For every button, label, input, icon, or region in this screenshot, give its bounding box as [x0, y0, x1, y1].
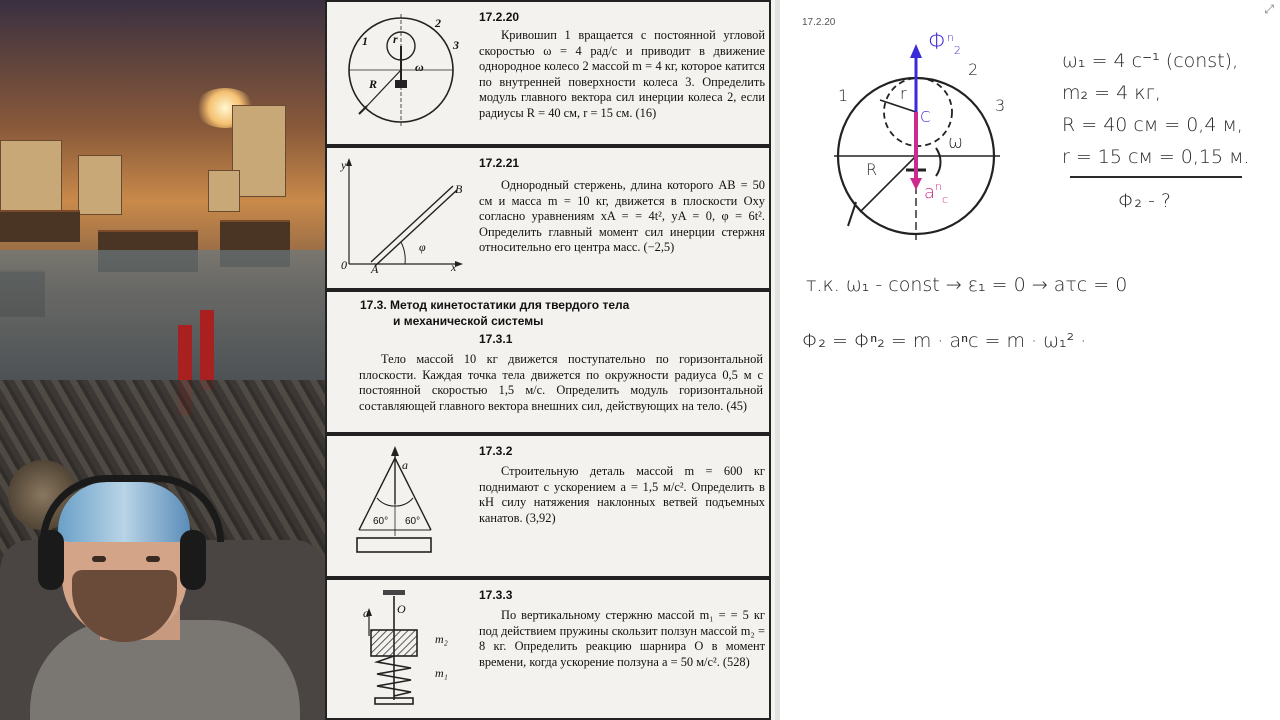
section-17-3 — [325, 290, 771, 434]
figure-label: r — [393, 32, 398, 46]
wheel-figure — [339, 8, 469, 140]
point-label: B — [455, 182, 463, 196]
figure-label: R — [866, 160, 878, 179]
problem-17-2-21 — [325, 146, 771, 290]
expand-icon[interactable]: ⤢ — [1264, 2, 1274, 16]
problem-number: 17.3.2 — [479, 444, 513, 458]
problem-text: Тело массой 10 кг движется поступательно по горизонтальной плоскости. Каждая точка тела движется по окружности радиуса 0,5 м с постоянной скоростью 1,5 м/с. Определить модуль горизонтальной составляющей главного вектора внешних сил, действующих на тело. (45) — [359, 352, 763, 413]
given-omega: ω₁ = 4 с⁻¹ (const), — [1062, 50, 1239, 72]
phi-symbol: Φ — [928, 30, 947, 55]
ac-sub: c — [942, 193, 949, 206]
point-c-label: C — [920, 108, 931, 126]
problem-number: 17.2.21 — [479, 156, 520, 170]
rod-figure — [335, 156, 467, 281]
problem-text: Однородный стержень, длина которого AB = 50 см и масса m = 10 кг, движется в плоскости Oxy согласно уравнениям xA = = 4t², yA = 0, φ = 6t². Определить главный момент сил инерции стержня относительно его центра масс. (−2,5) — [479, 178, 765, 255]
vector-label: a — [363, 606, 369, 620]
axis-label: y — [341, 158, 347, 172]
headphone-earcup — [180, 530, 206, 590]
solution-diagram — [820, 30, 1060, 250]
problem-number: 17.3.1 — [479, 332, 513, 346]
axis-label: 0 — [341, 258, 347, 272]
problem-text: Кривошип 1 вращается с постоянной угловой скоростью ω = 4 рад/с и приводит в движение однородное колесо 2 массой m = 4 кг, которое катится по внутренней поверхности колеса 3. Определить модуль главного вектора сил инерции колеса 2, если радиусы R = 40 см, r = 15 см. (16) — [479, 28, 765, 120]
solution-line-2: Φ₂ = Φⁿ₂ = m · aⁿc = m · ω₁² · — [802, 330, 1087, 352]
given-divider — [1070, 176, 1242, 178]
mass-label: m₁ — [435, 666, 448, 680]
acceleration-label — [924, 180, 949, 206]
phi-sub: 2 — [953, 44, 961, 57]
webcam-overlay — [0, 420, 325, 720]
ac-symbol: a — [924, 182, 936, 203]
figure-label: 3 — [995, 96, 1006, 115]
given-R: R = 40 см = 0,4 м, — [1062, 114, 1243, 136]
problem-17-2-20 — [325, 0, 771, 146]
whiteboard-notes[interactable] — [780, 0, 1280, 720]
ac-sup: n — [935, 180, 943, 193]
find-line: Φ₂ - ? — [1118, 190, 1171, 212]
problem-number: 17.2.20 — [479, 10, 520, 24]
headphone-earcup — [38, 530, 64, 590]
ship-sail — [0, 140, 62, 212]
section-title: и механической системы — [393, 314, 544, 328]
figure-label: 1 — [838, 86, 849, 105]
ship-sail — [232, 105, 286, 197]
angle-label: 60° — [373, 516, 389, 527]
figure-label: 3 — [453, 38, 459, 52]
given-r: r = 15 см = 0,15 м. — [1062, 146, 1250, 168]
problem-number: 17.3.3 — [479, 588, 513, 602]
ship-sail — [208, 170, 240, 212]
phi-sup: n — [946, 31, 954, 44]
problem-17-3-3 — [325, 578, 771, 720]
water — [0, 250, 325, 390]
axis-label: x — [451, 260, 457, 274]
problem-text: Строительную деталь массой m = 600 кг поднимают с ускорением a = 1,5 м/с². Определить в кН силу натяжения наклонных ветвей подъемных канатов. (3,92) — [479, 464, 765, 525]
point-label: O — [397, 602, 406, 616]
problem-17-3-2 — [325, 434, 771, 578]
figure-label: ω — [415, 60, 424, 74]
angle-label: φ — [419, 240, 426, 254]
mass-label: m₂ — [435, 632, 448, 646]
omega-label: ω — [948, 132, 964, 153]
eye — [146, 556, 160, 562]
solution-line-1: т.к. ω₁ - const → ε₁ = 0 → aτc = 0 — [806, 274, 1128, 296]
figure-label: r — [900, 84, 907, 103]
banner-flag — [200, 310, 214, 390]
phi-label — [928, 30, 961, 55]
figure-label: R — [369, 77, 378, 91]
given-mass: m₂ = 4 кг, — [1062, 82, 1161, 104]
ship-sail — [78, 155, 122, 215]
eye — [92, 556, 106, 562]
figure-label: 1 — [362, 34, 368, 48]
section-title: 17.3. Метод кинетостатики для твердого тела — [360, 298, 630, 312]
page-reference: 17.2.20 — [802, 17, 836, 28]
problem-text: По вертикальному стержню массой m₁ = = 5 кг под действием пружины скользит ползун массой m₂ = 8 кг. Определить реакцию шарнира O в момент времени, когда ускорение ползуна a = 50 м/с². (528) — [479, 608, 765, 669]
figure-label: 2 — [435, 16, 441, 30]
angle-label: 60° — [405, 516, 421, 527]
ship-hull — [0, 210, 80, 242]
vector-label: a — [402, 458, 408, 472]
figure-label: 2 — [968, 60, 979, 79]
point-label: A — [371, 262, 379, 276]
textbook-page — [325, 0, 775, 720]
